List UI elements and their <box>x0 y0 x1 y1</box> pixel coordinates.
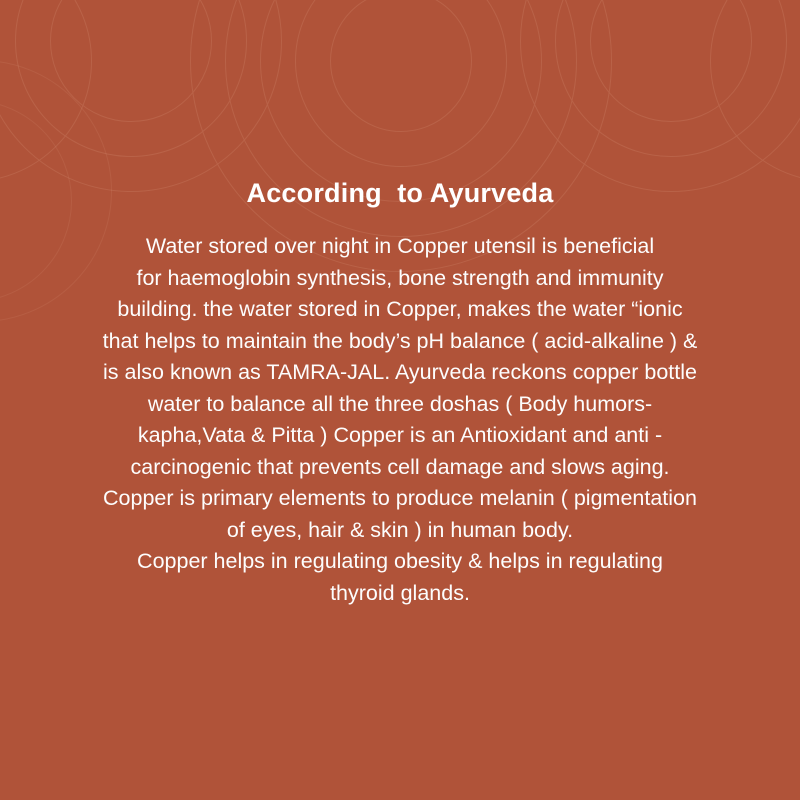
body-line: of eyes, hair & skin ) in human body. <box>226 517 574 542</box>
body-line: thyroid glands. <box>330 580 470 605</box>
paragraph-one <box>20 231 780 546</box>
body-line: Copper helps in regulating obesity & helps in regulating <box>137 549 663 573</box>
body-line: that helps to maintain the body’s pH balance ( acid-alkaline ) & <box>102 328 698 353</box>
body-line: building. the water stored in Copper, makes the water “ionic <box>117 297 683 321</box>
body-line: carcinogenic that prevents cell damage and slows aging. <box>130 454 670 479</box>
page-title: According to Ayurveda <box>246 178 554 208</box>
body-line: for haemoglobin synthesis, bone strength and immunity <box>136 265 664 290</box>
paragraph-two <box>20 546 780 609</box>
body-line: kapha,Vata & Pitta ) Copper is an Antioxidant and anti - <box>137 423 663 447</box>
body-line: Water stored over night in Copper utensil is beneficial <box>145 234 655 258</box>
body-line: is also known as TAMRA-JAL. Ayurveda reckons copper bottle <box>103 360 697 384</box>
body-line: water to balance all the three doshas ( Body humors- <box>147 391 653 416</box>
body-line: Copper is primary elements to produce melanin ( pigmentation <box>103 486 697 510</box>
